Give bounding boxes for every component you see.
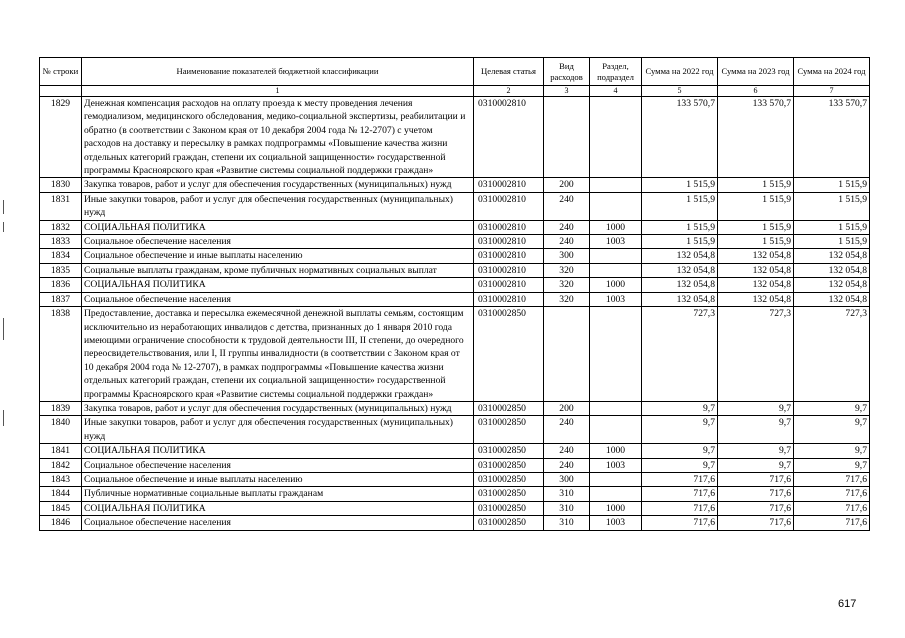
- sum-2024: 132 054,8: [794, 278, 870, 292]
- sum-2022: 717,6: [642, 472, 718, 486]
- expense-type: [544, 97, 590, 178]
- indicator-name: СОЦИАЛЬНАЯ ПОЛИТИКА: [82, 220, 474, 234]
- section-code: [590, 307, 642, 402]
- section-code: [590, 416, 642, 444]
- sum-2023: 9,7: [718, 416, 794, 444]
- section-code: [590, 178, 642, 192]
- table-row: [40, 487, 870, 501]
- sum-2023: 1 515,9: [718, 192, 794, 220]
- table-row: [40, 263, 870, 277]
- expense-type: 300: [544, 472, 590, 486]
- indicator-name: Социальные выплаты гражданам, кроме публичных нормативных социальных выплат: [82, 263, 474, 277]
- header-indicator-name: Наименование показателей бюджетной классификации: [82, 58, 474, 86]
- expense-type: 320: [544, 263, 590, 277]
- table-row: [40, 501, 870, 515]
- target-article: 0310002850: [474, 416, 544, 444]
- target-article: 0310002810: [474, 220, 544, 234]
- expense-type: 240: [544, 458, 590, 472]
- target-article: 0310002810: [474, 292, 544, 306]
- sum-2024: 132 054,8: [794, 263, 870, 277]
- target-article: 0310002810: [474, 263, 544, 277]
- indicator-name: СОЦИАЛЬНАЯ ПОЛИТИКА: [82, 501, 474, 515]
- section-code: [590, 263, 642, 277]
- sum-2022: 717,6: [642, 501, 718, 515]
- row-number: 1840: [40, 416, 82, 444]
- indicator-name: Закупка товаров, работ и услуг для обеспечения государственных (муниципальных) нужд: [82, 401, 474, 415]
- sum-2024: 1 515,9: [794, 235, 870, 249]
- row-number: 1835: [40, 263, 82, 277]
- indicator-name: Социальное обеспечение и иные выплаты населению: [82, 249, 474, 263]
- sum-2024: 717,6: [794, 501, 870, 515]
- sum-2022: 727,3: [642, 307, 718, 402]
- sum-2024: 9,7: [794, 401, 870, 415]
- header-expense-type: Вид расходов: [544, 58, 590, 86]
- table-row: [40, 307, 870, 402]
- sum-2024: 717,6: [794, 516, 870, 530]
- sum-2022: 9,7: [642, 401, 718, 415]
- target-article: 0310002810: [474, 192, 544, 220]
- header-sum-2022: Сумма на 2022 год: [642, 58, 718, 86]
- table-row: [40, 235, 870, 249]
- expense-type: 240: [544, 416, 590, 444]
- sum-2022: 717,6: [642, 516, 718, 530]
- sum-2023: 132 054,8: [718, 278, 794, 292]
- header-sum-2023: Сумма на 2023 год: [718, 58, 794, 86]
- target-article: 0310002850: [474, 516, 544, 530]
- target-article: 0310002810: [474, 178, 544, 192]
- sum-2022: 1 515,9: [642, 235, 718, 249]
- column-number: 3: [544, 86, 590, 97]
- sum-2024: 132 054,8: [794, 249, 870, 263]
- page-number: 617: [838, 598, 857, 610]
- target-article: 0310002810: [474, 235, 544, 249]
- expense-type: 310: [544, 487, 590, 501]
- table-row: [40, 516, 870, 530]
- sum-2023: 9,7: [718, 401, 794, 415]
- row-number: 1844: [40, 487, 82, 501]
- target-article: 0310002810: [474, 97, 544, 178]
- indicator-name: Социальное обеспечение населения: [82, 235, 474, 249]
- row-number: 1843: [40, 472, 82, 486]
- section-code: 1000: [590, 501, 642, 515]
- sum-2022: 132 054,8: [642, 292, 718, 306]
- indicator-name: Социальное обеспечение населения: [82, 516, 474, 530]
- table-row: [40, 249, 870, 263]
- indicator-name: СОЦИАЛЬНАЯ ПОЛИТИКА: [82, 278, 474, 292]
- column-number: 2: [474, 86, 544, 97]
- expense-type: 240: [544, 235, 590, 249]
- expense-type: 240: [544, 220, 590, 234]
- sum-2024: 133 570,7: [794, 97, 870, 178]
- sum-2024: 9,7: [794, 444, 870, 458]
- scan-margin-mark: [3, 222, 4, 232]
- section-code: [590, 472, 642, 486]
- expense-type: 200: [544, 178, 590, 192]
- table-row: [40, 401, 870, 415]
- section-code: 1000: [590, 278, 642, 292]
- indicator-name: Публичные нормативные социальные выплаты гражданам: [82, 487, 474, 501]
- row-number: 1832: [40, 220, 82, 234]
- column-number: 1: [82, 86, 474, 97]
- section-code: [590, 487, 642, 501]
- indicator-name: СОЦИАЛЬНАЯ ПОЛИТИКА: [82, 444, 474, 458]
- sum-2022: 9,7: [642, 416, 718, 444]
- target-article: 0310002850: [474, 472, 544, 486]
- sum-2024: 727,3: [794, 307, 870, 402]
- section-code: 1003: [590, 292, 642, 306]
- row-number: 1831: [40, 192, 82, 220]
- column-number: 5: [642, 86, 718, 97]
- expense-type: 300: [544, 249, 590, 263]
- section-code: [590, 249, 642, 263]
- row-number: 1829: [40, 97, 82, 178]
- row-number: 1841: [40, 444, 82, 458]
- section-code: 1000: [590, 220, 642, 234]
- indicator-name: Предоставление, доставка и пересылка ежемесячной денежной выплаты семьям, состоящим исключительно из неработающих инвалидов с детства, признанных до 1 января 2010 года имеющими ограничение способности к трудовой деятельности III, II степени, до очередного переосвидетельствования, или I, II группы инвалидности (в соответствии с Законом края от 10 декабря 2004 года № 12-2707), в рамках подпрограммы «Повышение качества жизни отдельных категорий граждан, степени их социальной защищенности» государственной программы Красноярского края «Развитие системы социальной поддержки граждан»: [82, 307, 474, 402]
- sum-2023: 717,6: [718, 487, 794, 501]
- indicator-name: Социальное обеспечение и иные выплаты населению: [82, 472, 474, 486]
- sum-2024: 132 054,8: [794, 292, 870, 306]
- expense-type: 310: [544, 516, 590, 530]
- header-row-number: № строки: [40, 58, 82, 86]
- table-row: [40, 278, 870, 292]
- table-row: [40, 178, 870, 192]
- sum-2023: 717,6: [718, 501, 794, 515]
- sum-2023: 1 515,9: [718, 178, 794, 192]
- scan-margin-mark: [3, 200, 4, 214]
- table-row: [40, 97, 870, 178]
- section-code: [590, 97, 642, 178]
- row-number: 1839: [40, 401, 82, 415]
- indicator-name: Социальное обеспечение населения: [82, 458, 474, 472]
- target-article: 0310002850: [474, 487, 544, 501]
- section-code: 1003: [590, 235, 642, 249]
- column-number: 7: [794, 86, 870, 97]
- sum-2023: 132 054,8: [718, 263, 794, 277]
- table-row: [40, 292, 870, 306]
- column-number: 4: [590, 86, 642, 97]
- sum-2024: 1 515,9: [794, 220, 870, 234]
- sum-2024: 9,7: [794, 458, 870, 472]
- sum-2022: 9,7: [642, 444, 718, 458]
- header-sum-2024: Сумма на 2024 год: [794, 58, 870, 86]
- row-number: 1834: [40, 249, 82, 263]
- sum-2023: 717,6: [718, 472, 794, 486]
- table-row: [40, 416, 870, 444]
- sum-2024: 717,6: [794, 472, 870, 486]
- target-article: 0310002850: [474, 444, 544, 458]
- header-section: Раздел, подраздел: [590, 58, 642, 86]
- sum-2023: 133 570,7: [718, 97, 794, 178]
- table-row: [40, 444, 870, 458]
- expense-type: 200: [544, 401, 590, 415]
- section-code: 1003: [590, 516, 642, 530]
- table-row: [40, 458, 870, 472]
- sum-2023: 1 515,9: [718, 235, 794, 249]
- sum-2024: 1 515,9: [794, 178, 870, 192]
- expense-type: 240: [544, 444, 590, 458]
- sum-2024: 9,7: [794, 416, 870, 444]
- row-number: 1836: [40, 278, 82, 292]
- sum-2023: 9,7: [718, 444, 794, 458]
- expense-type: 310: [544, 501, 590, 515]
- sum-2022: 1 515,9: [642, 178, 718, 192]
- expense-type: [544, 307, 590, 402]
- column-number: [40, 86, 82, 97]
- section-code: 1003: [590, 458, 642, 472]
- sum-2023: 717,6: [718, 516, 794, 530]
- column-number-row: [40, 86, 870, 97]
- sum-2022: 132 054,8: [642, 249, 718, 263]
- sum-2023: 132 054,8: [718, 292, 794, 306]
- sum-2023: 727,3: [718, 307, 794, 402]
- target-article: 0310002850: [474, 401, 544, 415]
- sum-2022: 717,6: [642, 487, 718, 501]
- section-code: [590, 401, 642, 415]
- sum-2022: 132 054,8: [642, 278, 718, 292]
- indicator-name: Социальное обеспечение населения: [82, 292, 474, 306]
- sum-2022: 133 570,7: [642, 97, 718, 178]
- sum-2023: 9,7: [718, 458, 794, 472]
- row-number: 1830: [40, 178, 82, 192]
- table-row: [40, 192, 870, 220]
- row-number: 1842: [40, 458, 82, 472]
- table-body: [40, 97, 870, 531]
- header-target-article: Целевая статья: [474, 58, 544, 86]
- sum-2024: 717,6: [794, 487, 870, 501]
- row-number: 1837: [40, 292, 82, 306]
- indicator-name: Денежная компенсация расходов на оплату проезда к месту проведения лечения гемодиализом, медицинского обследования, медико-социальной экспертизы, реабилитации и обратно (в соответствии с Законом края от 10 декабря 2004 года № 12-2707) с учетом расходов на доставку и пересылку в рамках подпрограммы «Повышение качества жизни отдельных категорий граждан, степени их социальной защищенности» государственной программы Красноярского края «Развитие системы социальной поддержки граждан»: [82, 97, 474, 178]
- column-number: 6: [718, 86, 794, 97]
- expense-type: 240: [544, 192, 590, 220]
- target-article: 0310002810: [474, 278, 544, 292]
- sum-2023: 132 054,8: [718, 249, 794, 263]
- table-row: [40, 220, 870, 234]
- row-number: 1838: [40, 307, 82, 402]
- row-number: 1833: [40, 235, 82, 249]
- expense-type: 320: [544, 292, 590, 306]
- expense-type: 320: [544, 278, 590, 292]
- scan-margin-mark: [3, 410, 4, 426]
- section-code: 1000: [590, 444, 642, 458]
- budget-table: [39, 57, 870, 531]
- table-row: [40, 472, 870, 486]
- row-number: 1845: [40, 501, 82, 515]
- scan-margin-mark: [3, 318, 4, 340]
- sum-2022: 132 054,8: [642, 263, 718, 277]
- table-header-row: [40, 58, 870, 86]
- sum-2022: 1 515,9: [642, 220, 718, 234]
- sum-2022: 1 515,9: [642, 192, 718, 220]
- row-number: 1846: [40, 516, 82, 530]
- target-article: 0310002850: [474, 307, 544, 402]
- indicator-name: Иные закупки товаров, работ и услуг для обеспечения государственных (муниципальных) нужд: [82, 192, 474, 220]
- indicator-name: Иные закупки товаров, работ и услуг для обеспечения государственных (муниципальных) нужд: [82, 416, 474, 444]
- target-article: 0310002850: [474, 458, 544, 472]
- indicator-name: Закупка товаров, работ и услуг для обеспечения государственных (муниципальных) нужд: [82, 178, 474, 192]
- target-article: 0310002810: [474, 249, 544, 263]
- section-code: [590, 192, 642, 220]
- sum-2022: 9,7: [642, 458, 718, 472]
- target-article: 0310002850: [474, 501, 544, 515]
- sum-2024: 1 515,9: [794, 192, 870, 220]
- sum-2023: 1 515,9: [718, 220, 794, 234]
